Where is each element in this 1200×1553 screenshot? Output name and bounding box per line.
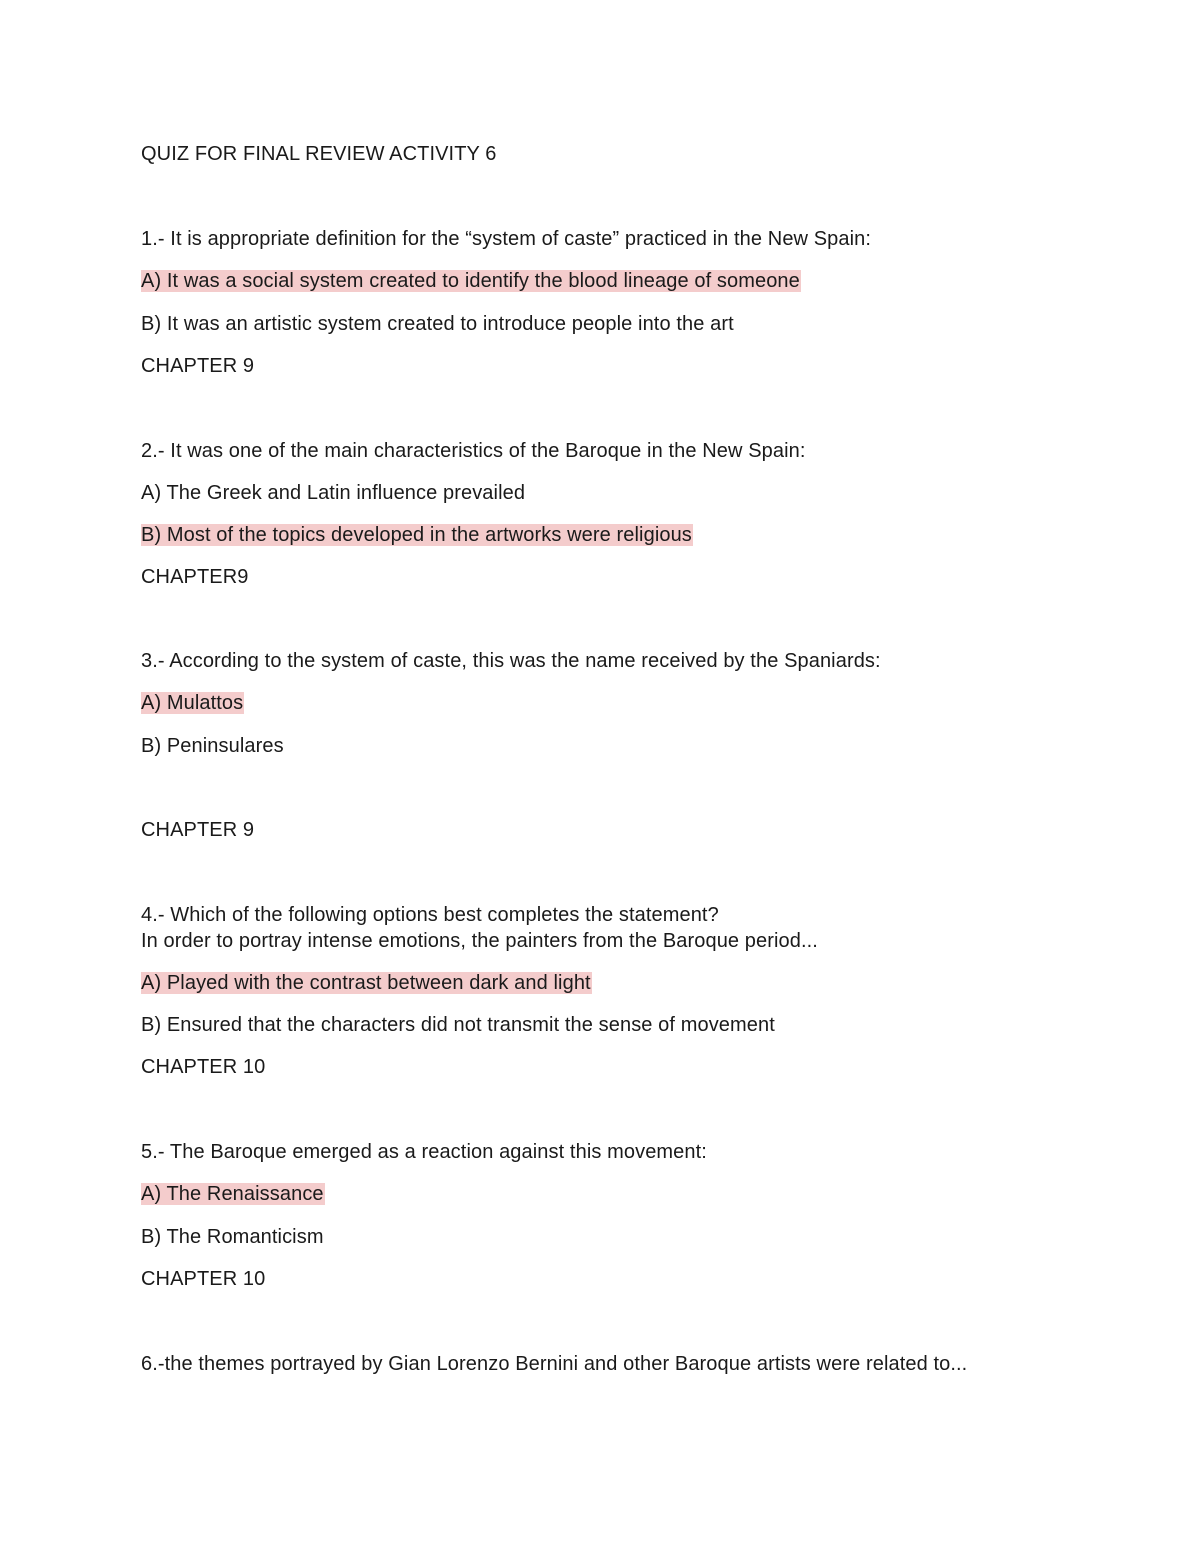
question-1-prompt: 1.- It is appropriate definition for the “system of caste” practiced in the New Spain:	[141, 228, 872, 250]
question-3-chapter: CHAPTER 9	[141, 819, 255, 841]
highlighted-answer: A) Played with the contrast between dark and light	[141, 972, 591, 994]
question-3-option-a	[141, 690, 244, 716]
question-2-option-a: A) The Greek and Latin influence prevailed	[141, 482, 526, 504]
highlighted-answer: A) Mulattos	[141, 692, 244, 714]
question-2-chapter: CHAPTER9	[141, 566, 249, 588]
question-1-option-a	[141, 268, 801, 294]
question-4-option-a	[141, 970, 592, 996]
question-4-prompt-line2: In order to portray intense emotions, the painters from the Baroque period...	[141, 930, 818, 952]
question-5-chapter: CHAPTER 10	[141, 1268, 266, 1290]
question-3-prompt: 3.- According to the system of caste, this was the name received by the Spaniards:	[141, 650, 881, 672]
question-4-prompt: 4.- Which of the following options best completes the statement?	[141, 904, 719, 926]
question-2-prompt: 2.- It was one of the main characteristics of the Baroque in the New Spain:	[141, 440, 806, 462]
question-4-option-b: B) Ensured that the characters did not transmit the sense of movement	[141, 1014, 775, 1036]
question-5-option-b: B) The Romanticism	[141, 1226, 324, 1248]
question-5-option-a	[141, 1181, 325, 1207]
question-1-option-b: B) It was an artistic system created to introduce people into the art	[141, 313, 734, 335]
document-title: QUIZ FOR FINAL REVIEW ACTIVITY 6	[141, 143, 497, 165]
question-5-prompt: 5.- The Baroque emerged as a reaction against this movement:	[141, 1141, 707, 1163]
highlighted-answer: A) The Renaissance	[141, 1183, 324, 1205]
question-3-option-b: B) Peninsulares	[141, 735, 284, 757]
question-4-chapter: CHAPTER 10	[141, 1056, 266, 1078]
question-1-chapter: CHAPTER 9	[141, 355, 255, 377]
highlighted-answer: B) Most of the topics developed in the artworks were religious	[141, 524, 692, 546]
question-2-option-b	[141, 522, 693, 548]
highlighted-answer: A) It was a social system created to identify the blood lineage of someone	[141, 270, 800, 292]
question-6-prompt: 6.-the themes portrayed by Gian Lorenzo Bernini and other Baroque artists were related to...	[141, 1353, 968, 1375]
